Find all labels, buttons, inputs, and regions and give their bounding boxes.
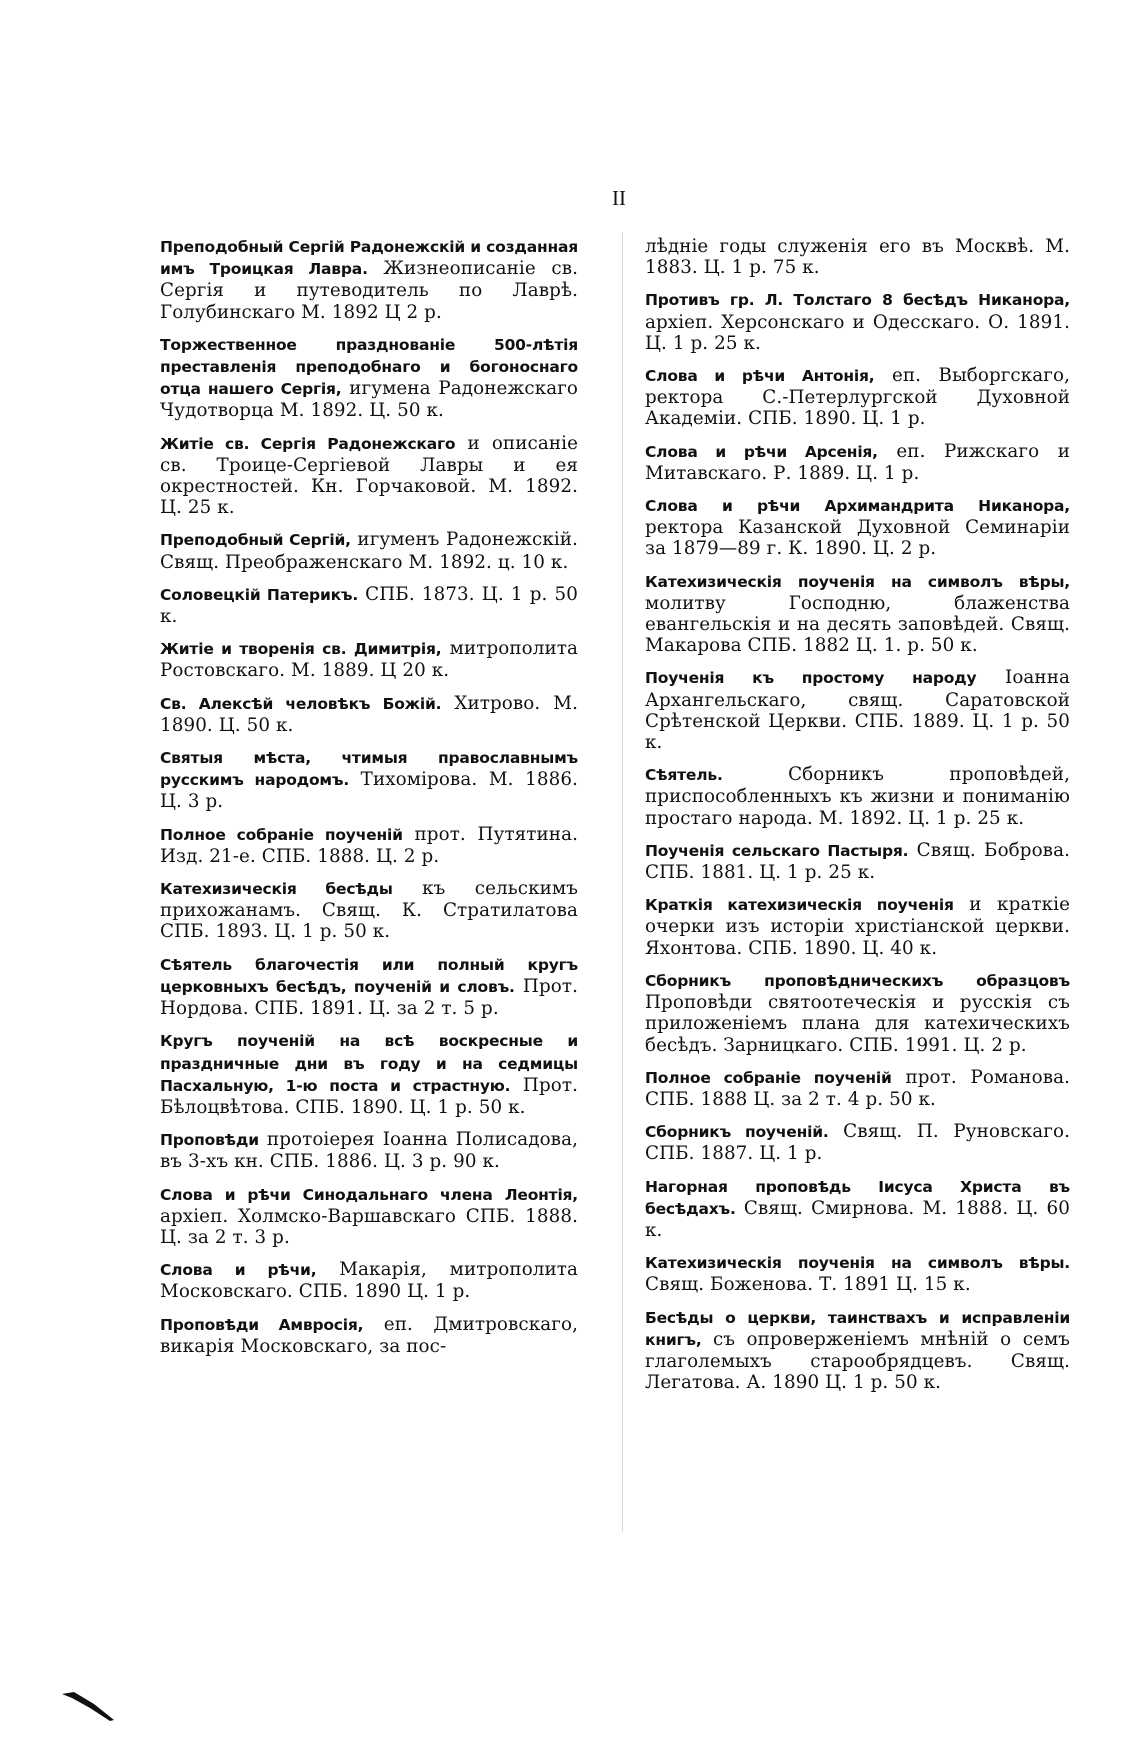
entry-title: Торжественное празднованіе 500-лѣтія преставленія преподобнаго и богоноснаго отца нашего Сергія, — [160, 335, 578, 399]
catalog-entry — [160, 1030, 578, 1118]
entry-title: Сборникъ поученій. — [645, 1123, 829, 1142]
entry-title: Поученія къ простому народу — [645, 669, 977, 688]
catalog-entry — [160, 1314, 578, 1357]
entry-details: архіеп. Холмско-Варшавскаго СПБ. 1888. Ц. за 2 т. 3 р. — [160, 1205, 578, 1248]
catalog-entry — [160, 1259, 578, 1302]
entry-title: Слова и рѣчи Антонія, — [645, 367, 875, 386]
entry-details: Свящ. Смирнова. М. 1888. Ц. 60 к. — [645, 1197, 1070, 1241]
entry-details: еп. Дмитровскаго, викарія Московскаго, за пос- — [160, 1313, 578, 1357]
entry-details: митрополита Ростовскаго. М. 1889. Ц 20 к. — [160, 638, 578, 682]
entry-details: протоіерея Іоанна Полисадова, въ 3-хъ кн. СПБ. 1886. Ц. 3 р. 90 к. — [160, 1129, 578, 1173]
entry-title: Слова и рѣчи Арсенія, — [645, 442, 878, 461]
entry-details: Проповѣди святоотеческія и русскія съ приложеніемъ плана для катехическихъ бесѣдъ. Зарницкаго. СПБ. 1991. Ц. 2 р. — [645, 992, 1070, 1056]
catalog-entry — [645, 441, 1070, 484]
entry-details: еп. Выборгскаго, ректора С.-Петерлургской Духовной Академіи. СПБ. 1890. Ц. 1 р. — [645, 365, 1070, 430]
entry-details: Жизнеописаніе св. Сергія и путеводитель по Лаврѣ. Голубинскаго М. 1892 Ц 2 р. — [160, 258, 579, 323]
entry-title: Слова и рѣчи, — [160, 1261, 317, 1280]
entry-title: Катехизическія бесѣды — [160, 880, 393, 899]
catalog-entry — [645, 1067, 1070, 1110]
entry-title: Нагорная проповѣдь Іисуса Христа въ бесѣдахъ. — [645, 1177, 1070, 1218]
entry-details: Сборникъ проповѣдей, приспособленныхъ къ жизни и пониманію простаго народа. М. 1892. Ц. 1 р. 25 к. — [645, 764, 1070, 829]
entry-details: прот. Романова. СПБ. 1888 Ц. за 2 т. 4 р. 50 к. — [645, 1066, 1070, 1110]
entry-title: Сѣятель благочестія или полный кругъ церковныхъ бесѣдъ, поученій и словъ. — [160, 955, 578, 996]
catalog-entry — [160, 236, 578, 323]
entry-details: и описаніе св. Троице-Сергіевой Лавры и ея окрестностей. Кн. Горчаковой. М. 1892. Ц. 25 к. — [160, 432, 578, 519]
catalog-entry — [645, 1307, 1070, 1394]
entry-details: молитву Господню, блаженства евангельскія и на десять заповѣдей. Свящ. Макарова СПБ. 1882 Ц. 1. р. 50 к. — [645, 592, 1070, 657]
entry-title: Преподобный Сергій Радонежскій и созданная имъ Троицкая Лавра. — [160, 238, 578, 279]
entry-title: Св. Алексѣй человѣкъ Божій. — [160, 694, 442, 713]
catalog-entry — [645, 764, 1070, 829]
catalog-entry — [160, 878, 578, 943]
catalog-entry — [160, 954, 578, 1020]
entry-details: Хитрово. М. 1890. Ц. 50 к. — [160, 692, 578, 736]
catalog-entry — [645, 365, 1070, 430]
catalog-entry — [645, 495, 1070, 560]
catalog-entry — [645, 894, 1070, 959]
page-number: II — [612, 186, 626, 210]
entry-title: Слова и рѣчи Синодальнаго члена Леонтія, — [160, 1185, 578, 1204]
catalog-entry — [160, 529, 578, 572]
catalog-entry — [160, 334, 578, 422]
entry-title: Катехизическія поученія на символъ вѣры. — [645, 1254, 1070, 1273]
entry-title: Житіе св. Сергія Радонежскаго — [160, 434, 456, 453]
catalog-entry — [160, 693, 578, 736]
catalog-entry — [645, 1252, 1070, 1295]
entry-title: Сѣятель. — [645, 766, 723, 785]
catalog-entry — [160, 1184, 578, 1249]
catalog-entry — [645, 1121, 1070, 1164]
entry-details: Іоанна Архангельскаго, свящ. Саратовской Срѣтенской Церкви. СПБ. 1889. Ц. 1 р. 50 к. — [645, 667, 1070, 754]
entry-details: Прот. Нордова. СПБ. 1891. Ц. за 2 т. 5 р. — [160, 975, 578, 1020]
entry-details: Прот. Бѣлоцвѣтова. СПБ. 1890. Ц. 1 р. 50 к. — [160, 1074, 578, 1118]
entry-title: Святыя мѣста, чтимыя православнымъ русскимъ народомъ. — [160, 749, 578, 790]
ink-stroke-mark — [60, 1690, 116, 1722]
catalog-entry — [645, 571, 1070, 657]
entry-details: игумена Радонежскаго Чудотворца М. 1892. Ц. 50 к. — [160, 378, 579, 422]
entry-title: Бесѣды о церкви, таинствахъ и исправленіи книгъ, — [645, 1308, 1070, 1349]
catalog-entry — [160, 638, 578, 681]
left-column — [160, 236, 578, 1368]
entry-details: Свящ. Боброва. СПБ. 1881. Ц. 1 р. 25 к. — [645, 839, 1070, 884]
entry-details: СПБ. 1873. Ц. 1 р. 50 к. — [160, 583, 578, 628]
right-column — [645, 236, 1070, 1404]
catalog-entry — [160, 433, 578, 519]
entry-details: Тихомірова. М. 1886. Ц. 3 р. — [160, 769, 578, 813]
catalog-entry — [645, 667, 1070, 753]
catalog-entry — [645, 840, 1070, 883]
entry-details: ректора Казанской Духовной Семинаріи за 1879—89 г. К. 1890. Ц. 2 р. — [645, 517, 1070, 560]
entry-title: Проповѣди — [160, 1131, 259, 1150]
catalog-entry — [160, 1129, 578, 1172]
entry-title: Проповѣди Амвросія, — [160, 1315, 364, 1334]
column-divider — [622, 232, 623, 1532]
entry-details: Свящ. П. Руновскаго. СПБ. 1887. Ц. 1 р. — [645, 1121, 1070, 1165]
catalog-entry — [160, 824, 578, 867]
entry-title: Краткія катехизическія поученія — [645, 896, 954, 915]
entry-title: Сборникъ проповѣдническихъ образцовъ — [645, 971, 1070, 990]
entry-details: архіеп. Херсонскаго и Одесскаго. О. 1891. Ц. 1 р. 25 к. — [645, 311, 1070, 354]
catalog-entry — [645, 970, 1070, 1056]
entry-title: Полное собраніе поученій — [645, 1068, 892, 1087]
entry-title: Житіе и творенія св. Димитрія, — [160, 640, 442, 659]
entry-details: и краткіе очерки изъ исторіи христіанской церкви. Яхонтова. СПБ. 1890. Ц. 40 к. — [645, 894, 1070, 959]
entry-details: съ опроверженіемъ мнѣній о семъ глаголемыхъ старообрядцевъ. Свящ. Легатова. А. 1890 Ц. 1 р. 50 к. — [645, 1328, 1070, 1394]
entry-details: Макарія, митрополита Московскаго. СПБ. 1890 Ц. 1 р. — [160, 1259, 579, 1303]
entry-details: прот. Путятина. Изд. 21-е. СПБ. 1888. Ц. 2 р. — [160, 823, 578, 867]
entry-title: Соловецкій Патерикъ. — [160, 585, 359, 604]
catalog-entry — [160, 747, 578, 813]
entry-details: еп. Рижскаго и Митавскаго. Р. 1889. Ц. 1 р. — [645, 440, 1070, 484]
entry-details: Свящ. Боженова. Т. 1891 Ц. 15 к. — [645, 1274, 971, 1296]
entry-title: Кругъ поученій на всѣ воскресные и праздничные дни въ году и на седмицы Пасхальную, 1-ю поста и страстную. — [160, 1032, 578, 1095]
entry-title: Катехизическія поученія на символъ вѣры, — [645, 572, 1070, 591]
catalog-entry — [645, 289, 1070, 354]
entry-details: къ сельскимъ прихожанамъ. Свящ. К. Стратилатова СПБ. 1893. Ц. 1 р. 50 к. — [160, 878, 578, 943]
entry-details: игуменъ Радонежскій. Свящ. Преображенскаго М. 1892. ц. 10 к. — [160, 529, 578, 573]
catalog-entry — [645, 1176, 1070, 1242]
entry-title: Полное собраніе поученій — [160, 825, 403, 844]
entry-title: Противъ гр. Л. Толстаго 8 бесѣдъ Никанора, — [645, 291, 1070, 310]
entry-title: Преподобный Сергій, — [160, 531, 351, 550]
catalog-entry — [160, 584, 578, 627]
entry-title: Слова и рѣчи Архимандрита Никанора, — [645, 497, 1070, 516]
catalog-entry-continuation: лѣдніе годы служенія его въ Москвѣ. М. 1883. Ц. 1 р. 75 к. — [645, 236, 1070, 279]
entry-title: Поученія сельскаго Пастыря. — [645, 841, 909, 860]
